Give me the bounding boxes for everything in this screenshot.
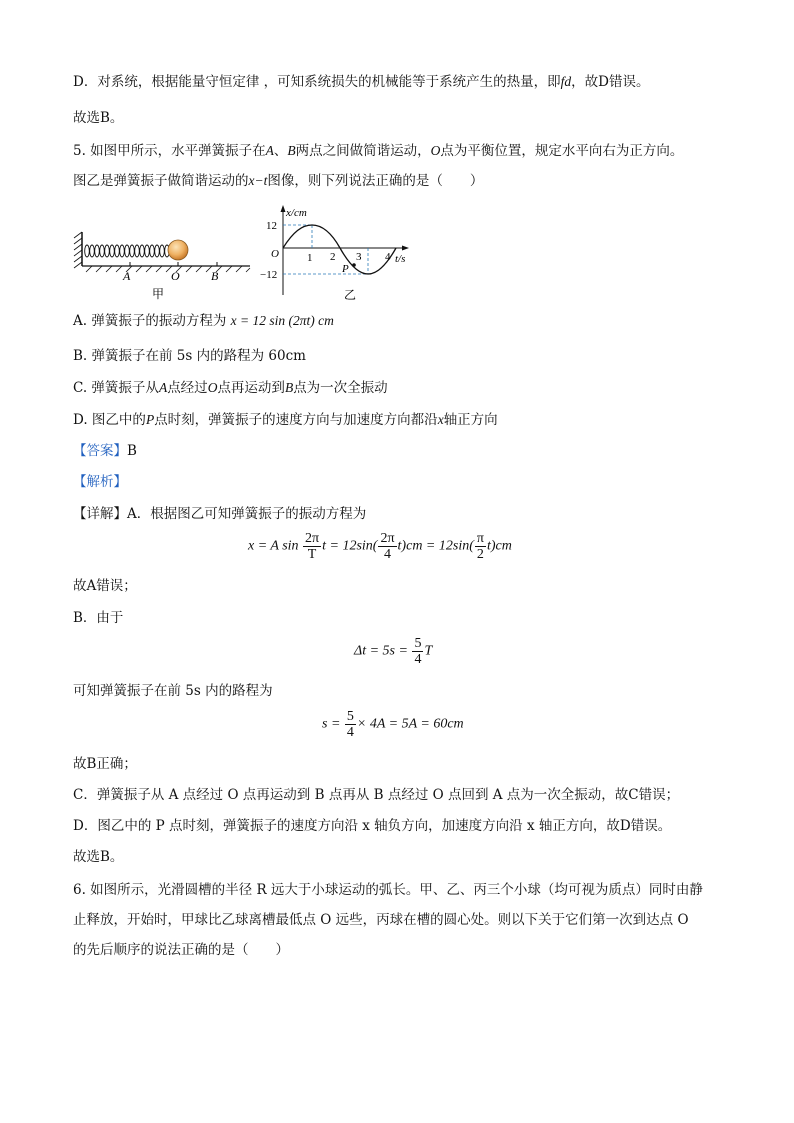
question-5-line-1: 5. 如图甲所示，水平弹簧振子在A、B两点之间做简谐运动，O点为平衡位置，规定水平向右为正方向。 — [73, 143, 684, 159]
choose-line-2: 故选B。 — [73, 849, 124, 865]
tick-2: 2 — [330, 251, 336, 263]
answer-line: 【答案】B — [73, 443, 137, 459]
question-6-line-2: 止释放，开始时，甲球比乙球离槽最低点 O 远些，丙球在槽的圆心处。则以下关于它们第一次到达点 O — [73, 912, 689, 928]
option-d: D. 图乙中的P点时刻，弹簧振子的速度方向与加速度方向都沿x轴正方向 — [73, 412, 498, 428]
equation-1: x = A sin $\frac{2\pi}{T}$ t = 12sin( $\frac{2\pi}{4}$ t)cm = 12sin( $\frac{\pi}{2}$ t)cm — [248, 531, 512, 562]
tick-3: 3 — [356, 251, 362, 263]
d-line: D．图乙中的 P 点时刻，弹簧振子的速度方向沿 x 轴负方向，加速度方向沿 x 轴正方向，故D错误。 — [73, 818, 672, 834]
c-line: C．弹簧振子从 A 点经过 O 点再运动到 B 点再从 B 点经过 O 点回到 A 点为一次全振动，故C错误； — [73, 787, 680, 803]
tick-12: 12 — [266, 220, 277, 232]
a-wrong: 故A错误； — [73, 578, 137, 594]
b-intro: B．由于 — [73, 610, 124, 626]
label-p: P — [342, 263, 349, 275]
label-b: B — [211, 269, 219, 283]
figure-xt-graph — [258, 202, 418, 304]
ball — [168, 240, 188, 260]
caption-yi: 乙 — [344, 288, 357, 302]
question-6-line-1: 6. 如图所示，光滑圆槽的半径 R 远大于小球运动的弧长。甲、乙、丙三个小球（均可视为质点）同时由静 — [73, 882, 703, 898]
analysis-tag: 【解析】 — [73, 474, 127, 490]
equation-3: s = $\frac{5}{4}$ × 4A = 5A = 60cm — [322, 709, 464, 740]
equation-2: Δt = 5s = $\frac{5}{4}$ T — [354, 636, 433, 667]
b-right: 故B正确； — [73, 756, 137, 772]
label-o: O — [171, 269, 180, 283]
sine-curve — [283, 225, 396, 274]
option-c: C. 弹簧振子从A点经过O点再运动到B点为一次全振动 — [73, 380, 388, 396]
tick-4: 4 — [385, 251, 391, 263]
option-a: A. 弹簧振子的振动方程为 x = 12 sin (2πt) cm — [73, 313, 334, 329]
label-a: A — [123, 269, 131, 283]
y-axis-label: x/cm — [286, 207, 307, 219]
figure-spring-oscillator — [70, 228, 255, 303]
tick-1: 1 — [307, 252, 313, 264]
b-path: 可知弹簧振子在前 5s 内的路程为 — [73, 683, 273, 699]
caption-jia: 甲 — [152, 287, 165, 301]
tick-neg12: −12 — [260, 269, 278, 281]
question-6-line-3: 的先后顺序的说法正确的是（ ） — [73, 942, 289, 958]
detail-line-1: 【详解】A．根据图乙可知弹簧振子的振动方程为 — [73, 506, 367, 522]
option-b: B. 弹簧振子在前 5s 内的路程为 60cm — [73, 348, 306, 364]
choose-line-1: 故选B。 — [73, 110, 124, 126]
question-5-line-2: 图乙是弹簧振子做简谐运动的x−t图像，则下列说法正确的是（ ） — [73, 173, 484, 189]
prev-option-d: D．对系统，根据能量守恒定律 ，可知系统损失的机械能等于系统产生的热量，即fd，故D错误。 — [73, 74, 650, 90]
origin-o: O — [271, 248, 279, 260]
x-axis-label: t/s — [395, 253, 406, 265]
